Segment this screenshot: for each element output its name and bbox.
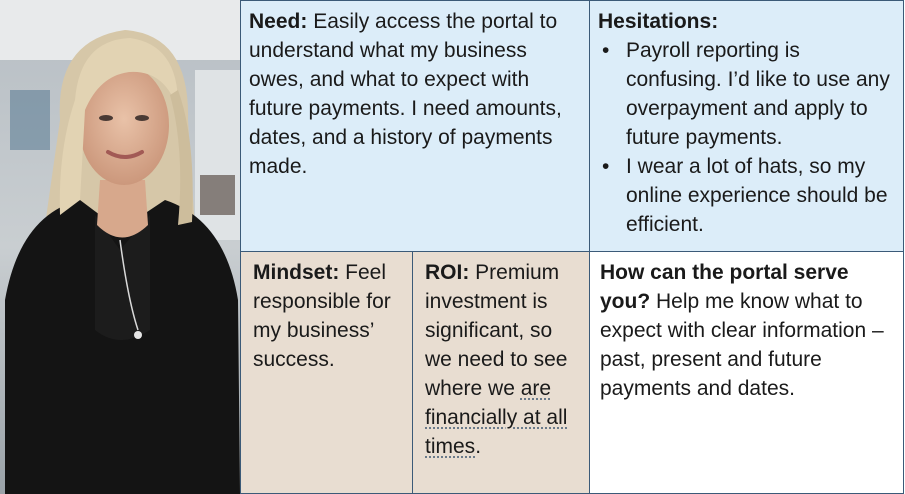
hesitations-label: Hesitations: <box>598 10 719 33</box>
bullet-icon: • <box>602 39 610 62</box>
mindset-text: Feel responsible for my business’ success. <box>253 261 391 371</box>
roi-label: ROI: <box>425 261 470 284</box>
bullet-icon: • <box>602 155 610 178</box>
mindset-label: Mindset: <box>253 261 340 284</box>
roi-text: Premium investment is significant, so we need to see where we <box>425 261 568 400</box>
hesitation-text: I wear a lot of hats, so my online experience should be efficient. <box>626 155 888 236</box>
serve-label: How can the portal serve you? <box>600 261 849 313</box>
list-item <box>598 152 895 239</box>
roi-underlined-text: are financially at all times <box>425 377 568 458</box>
hesitation-text: Payroll reporting is confusing. I’d like to use any overpayment and apply to future payments. <box>626 39 890 149</box>
need-text: Easily access the portal to understand what my business owes, and what to expect with future payments. I need amounts, dates, and a history of payments made. <box>249 10 562 178</box>
mindset-section <box>240 251 413 494</box>
roi-text-end: . <box>475 435 482 458</box>
serve-text: Help me know what to expect with clear information – past, present and future payments and dates. <box>600 290 884 400</box>
roi-section <box>412 251 590 494</box>
portal-serve-section <box>589 251 904 494</box>
list-item <box>598 36 895 152</box>
portrait-illustration <box>0 0 240 494</box>
need-label: Need: <box>249 10 308 33</box>
hesitations-list <box>598 36 895 239</box>
hesitations-section <box>589 0 904 252</box>
need-section <box>240 0 590 252</box>
persona-photo <box>0 0 240 494</box>
